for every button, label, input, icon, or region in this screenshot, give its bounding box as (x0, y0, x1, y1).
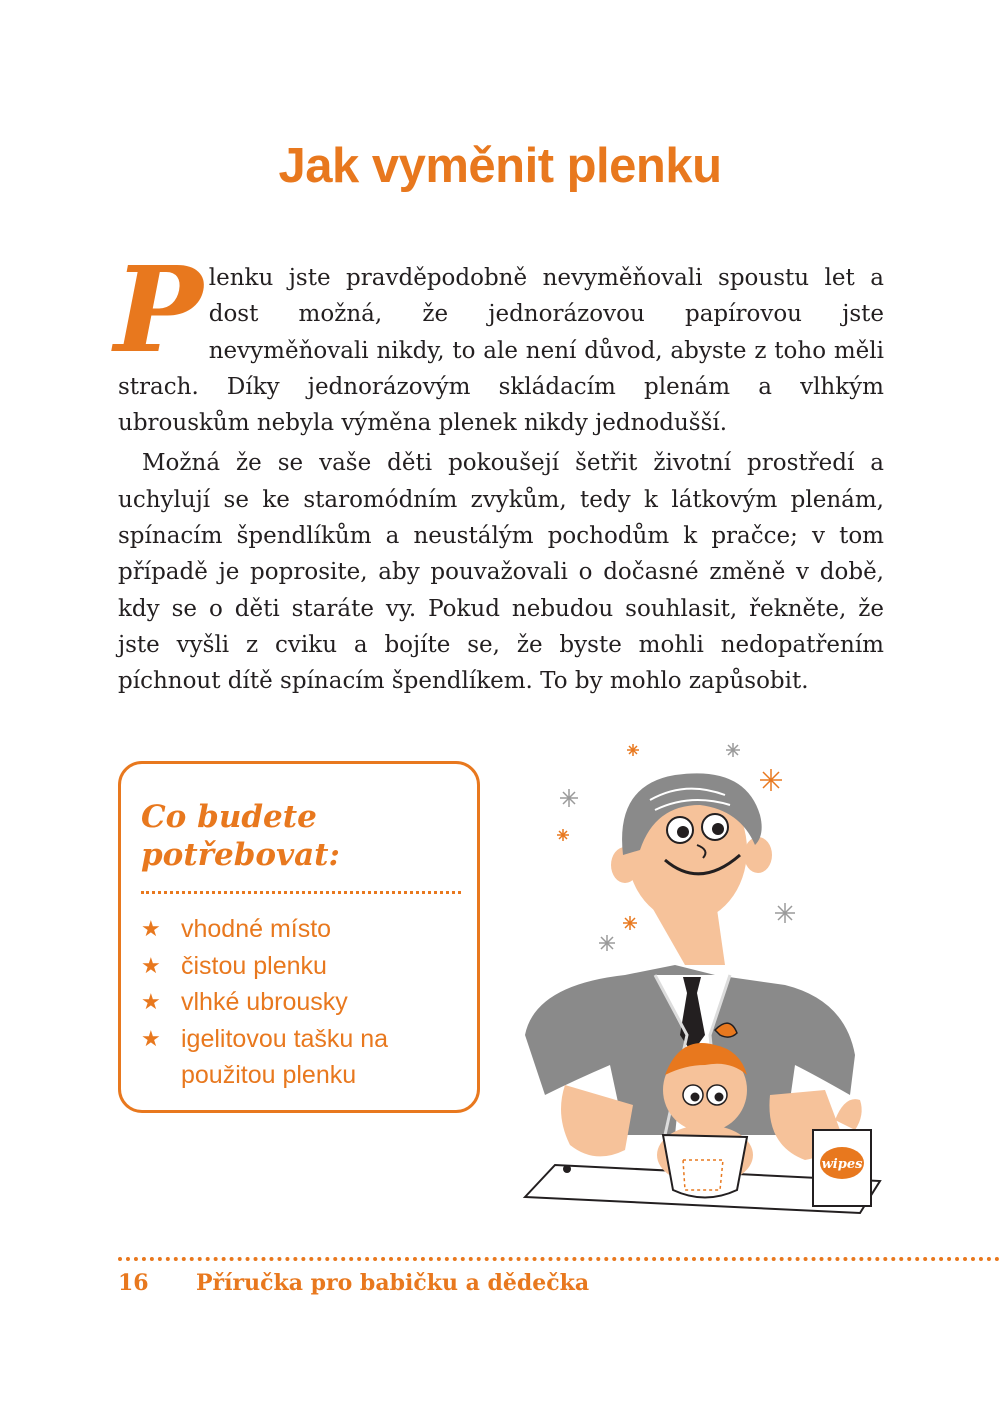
footer (118, 1270, 589, 1296)
list-item-text: igelitovou tašku na použitou plenku (181, 1024, 389, 1089)
star-icon: ★ (141, 952, 161, 978)
supplies-box (118, 761, 480, 1113)
footer-divider (118, 1257, 1000, 1261)
supplies-heading-line-2: potřebovat: (141, 837, 340, 873)
list-item (141, 1021, 477, 1094)
list-item-text: vhodné místo (181, 915, 332, 943)
list-item-text: vlhké ubrousky (181, 988, 348, 1016)
drop-cap: P (114, 240, 203, 379)
dotted-divider (141, 891, 461, 894)
grandpa-changing-diaper-illustration (515, 735, 895, 1215)
supplies-heading-line-1: Co budete (141, 799, 317, 835)
list-item (141, 984, 477, 1021)
diaper (663, 1135, 747, 1198)
list-item (141, 911, 477, 948)
supplies-list (141, 911, 477, 1094)
list-item-text: čistou plenku (181, 951, 327, 980)
list-item (141, 948, 477, 985)
paragraph-2: Možná že se vaše děti pokoušejí šetřit životní prostředí a uchylují se ke staromódním zvykům, tedy k látkovým plenám, spínacím špendlíkům a neustálým pochodům k pračce; v tom případě je poprosite, aby pouvažovali o dočasné změně v době, kdy se o děti staráte vy. Pokud nebudou souhlasit, řekněte, že jste vyšli z cviku a bojíte se, že byste mohli nedopatřením píchnout dítě spínacím špendlíkem. To by mohlo zapůsobit. (118, 450, 884, 695)
running-title: Příručka pro babičku a dědečka (196, 1270, 590, 1296)
wipes-label: wipes (821, 1157, 863, 1172)
paragraph-1 (114, 240, 884, 441)
star-icon: ★ (141, 1025, 161, 1051)
paragraph-1-text: lenku jste pravděpodobně nevyměňovali spoustu let a dost možná, že jednorázovou papírovou jste nevyměňovali nikdy, to ale není důvod, abyste z toho měli strach. Díky jednorázovým skládacím plenám a vlhkým ubrouskům nebyla výměna plenek nikdy jednodušší. (118, 265, 884, 437)
page-number: 16 (118, 1270, 149, 1296)
star-icon: ★ (141, 989, 161, 1014)
body-text (114, 240, 884, 700)
supplies-heading (141, 798, 340, 874)
star-icon: ★ (141, 916, 161, 941)
page-title: Jak vyměnit plenku (278, 139, 722, 193)
